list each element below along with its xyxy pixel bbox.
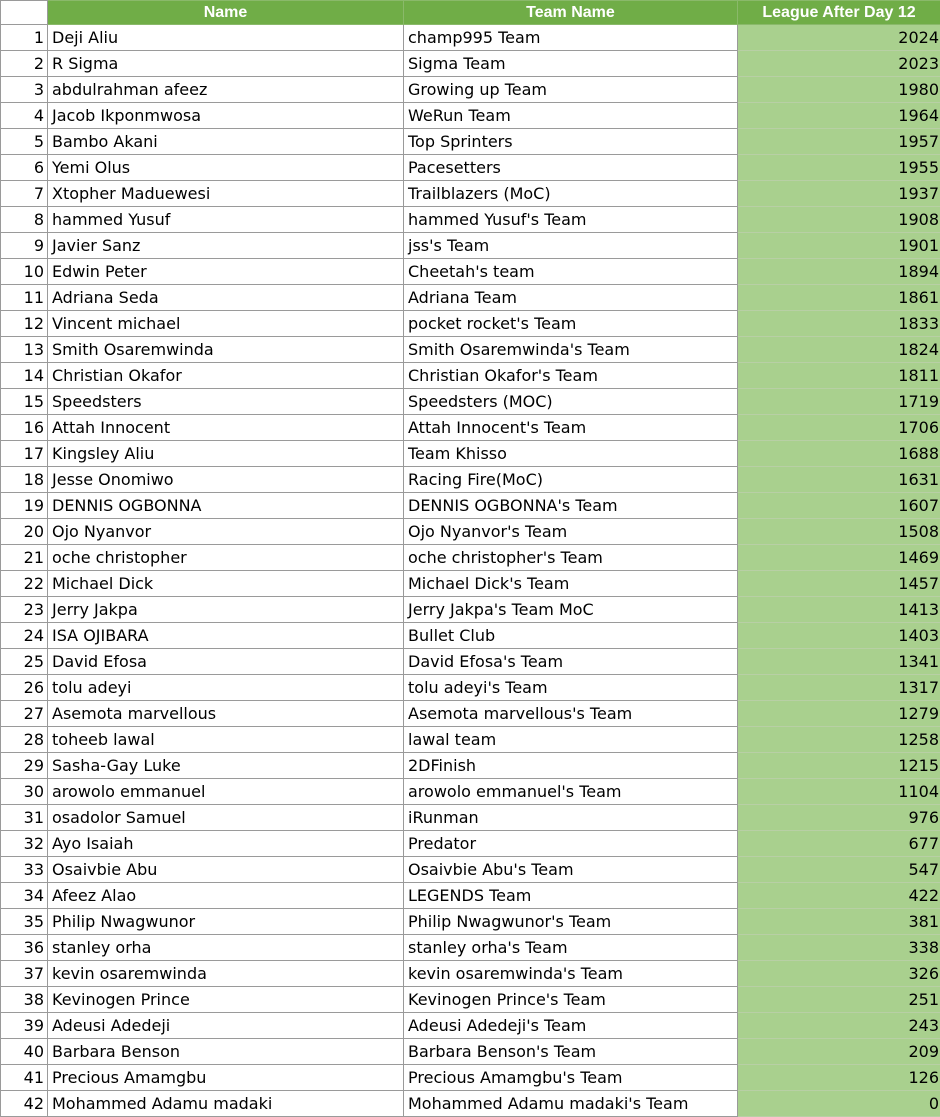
table-row	[1, 25, 940, 51]
league-score-cell[interactable]: 381	[738, 909, 940, 935]
league-score-cell[interactable]: 422	[738, 883, 940, 909]
table-row	[1, 753, 940, 779]
name-cell[interactable]: Sasha-Gay Luke	[48, 753, 404, 779]
team-name-cell[interactable]: Top Sprinters	[404, 129, 738, 155]
league-score-cell[interactable]: 1469	[738, 545, 940, 571]
name-cell[interactable]: Adeusi Adedeji	[48, 1013, 404, 1039]
team-name-cell[interactable]: Predator	[404, 831, 738, 857]
row-index-cell[interactable]: 26	[1, 675, 48, 701]
row-index-cell[interactable]: 41	[1, 1065, 48, 1091]
row-index-cell[interactable]: 9	[1, 233, 48, 259]
team-name-cell[interactable]: oche christopher's Team	[404, 545, 738, 571]
team-name-cell[interactable]: Kevinogen Prince's Team	[404, 987, 738, 1013]
name-cell[interactable]: Speedsters	[48, 389, 404, 415]
name-cell[interactable]: Philip Nwagwunor	[48, 909, 404, 935]
league-score-cell[interactable]: 976	[738, 805, 940, 831]
name-cell[interactable]: Jacob Ikponmwosa	[48, 103, 404, 129]
table-row	[1, 649, 940, 675]
name-cell[interactable]: tolu adeyi	[48, 675, 404, 701]
name-cell[interactable]: Asemota marvellous	[48, 701, 404, 727]
table-body	[1, 25, 940, 1117]
team-name-cell[interactable]: Precious Amamgbu's Team	[404, 1065, 738, 1091]
name-cell[interactable]: Ojo Nyanvor	[48, 519, 404, 545]
league-score-cell[interactable]: 2024	[738, 25, 940, 51]
table-row	[1, 987, 940, 1013]
table-row	[1, 857, 940, 883]
table-row	[1, 181, 940, 207]
league-score-cell[interactable]: 326	[738, 961, 940, 987]
row-index-cell[interactable]: 38	[1, 987, 48, 1013]
name-cell[interactable]: kevin osaremwinda	[48, 961, 404, 987]
team-name-cell[interactable]: kevin osaremwinda's Team	[404, 961, 738, 987]
row-index-cell[interactable]: 16	[1, 415, 48, 441]
name-cell[interactable]: Michael Dick	[48, 571, 404, 597]
table-row	[1, 441, 940, 467]
row-index-cell[interactable]: 21	[1, 545, 48, 571]
league-score-cell[interactable]: 1104	[738, 779, 940, 805]
team-name-cell[interactable]: Asemota marvellous's Team	[404, 701, 738, 727]
name-cell[interactable]: David Efosa	[48, 649, 404, 675]
name-cell[interactable]: stanley orha	[48, 935, 404, 961]
row-index-cell[interactable]: 37	[1, 961, 48, 987]
league-score-cell[interactable]: 1279	[738, 701, 940, 727]
row-index-cell[interactable]: 11	[1, 285, 48, 311]
league-score-cell[interactable]: 251	[738, 987, 940, 1013]
name-cell[interactable]: toheeb lawal	[48, 727, 404, 753]
row-index-cell[interactable]: 24	[1, 623, 48, 649]
team-name-cell[interactable]: Racing Fire(MoC)	[404, 467, 738, 493]
header-team-name[interactable]: Team Name	[404, 1, 738, 25]
table-row	[1, 545, 940, 571]
name-cell[interactable]: Kevinogen Prince	[48, 987, 404, 1013]
team-name-cell[interactable]: hammed Yusuf's Team	[404, 207, 738, 233]
league-score-cell[interactable]: 1908	[738, 207, 940, 233]
row-index-cell[interactable]: 17	[1, 441, 48, 467]
team-name-cell[interactable]: Barbara Benson's Team	[404, 1039, 738, 1065]
league-score-cell[interactable]: 1631	[738, 467, 940, 493]
league-score-cell[interactable]: 1258	[738, 727, 940, 753]
league-score-cell[interactable]: 1901	[738, 233, 940, 259]
team-name-cell[interactable]: Michael Dick's Team	[404, 571, 738, 597]
table-row	[1, 51, 940, 77]
team-name-cell[interactable]: Sigma Team	[404, 51, 738, 77]
team-name-cell[interactable]: Speedsters (MOC)	[404, 389, 738, 415]
league-score-cell[interactable]: 1317	[738, 675, 940, 701]
team-name-cell[interactable]: Adeusi Adedeji's Team	[404, 1013, 738, 1039]
team-name-cell[interactable]: Team Khisso	[404, 441, 738, 467]
team-name-cell[interactable]: Pacesetters	[404, 155, 738, 181]
row-index-cell[interactable]: 23	[1, 597, 48, 623]
table-row	[1, 493, 940, 519]
table-row	[1, 571, 940, 597]
league-score-cell[interactable]: 1955	[738, 155, 940, 181]
league-score-cell[interactable]: 0	[738, 1091, 940, 1117]
team-name-cell[interactable]: Trailblazers (MoC)	[404, 181, 738, 207]
league-score-cell[interactable]: 1719	[738, 389, 940, 415]
name-cell[interactable]: Javier Sanz	[48, 233, 404, 259]
name-cell[interactable]: Yemi Olus	[48, 155, 404, 181]
team-name-cell[interactable]: stanley orha's Team	[404, 935, 738, 961]
name-cell[interactable]: abdulrahman afeez	[48, 77, 404, 103]
table-row	[1, 337, 940, 363]
row-index-cell[interactable]: 27	[1, 701, 48, 727]
league-score-cell[interactable]: 1861	[738, 285, 940, 311]
league-score-cell[interactable]: 1706	[738, 415, 940, 441]
table-row	[1, 597, 940, 623]
name-cell[interactable]: Attah Innocent	[48, 415, 404, 441]
row-index-cell[interactable]: 6	[1, 155, 48, 181]
league-score-cell[interactable]: 338	[738, 935, 940, 961]
table-row	[1, 519, 940, 545]
league-score-cell[interactable]: 243	[738, 1013, 940, 1039]
table-row	[1, 909, 940, 935]
team-name-cell[interactable]: Adriana Team	[404, 285, 738, 311]
table-row	[1, 675, 940, 701]
league-score-cell[interactable]: 1457	[738, 571, 940, 597]
row-index-cell[interactable]: 19	[1, 493, 48, 519]
name-cell[interactable]: Deji Aliu	[48, 25, 404, 51]
table-row	[1, 805, 940, 831]
table-row	[1, 935, 940, 961]
league-score-cell[interactable]: 1413	[738, 597, 940, 623]
league-score-cell[interactable]: 547	[738, 857, 940, 883]
name-cell[interactable]: Jerry Jakpa	[48, 597, 404, 623]
header-league-score[interactable]: League After Day 12	[738, 1, 940, 25]
name-cell[interactable]: Barbara Benson	[48, 1039, 404, 1065]
team-name-cell[interactable]: arowolo emmanuel's Team	[404, 779, 738, 805]
league-score-cell[interactable]: 1811	[738, 363, 940, 389]
league-score-cell[interactable]: 1957	[738, 129, 940, 155]
table-row	[1, 77, 940, 103]
table-row	[1, 285, 940, 311]
table-row	[1, 1091, 940, 1117]
row-index-cell[interactable]: 18	[1, 467, 48, 493]
name-cell[interactable]: Xtopher Maduewesi	[48, 181, 404, 207]
table-row	[1, 623, 940, 649]
team-name-cell[interactable]: Attah Innocent's Team	[404, 415, 738, 441]
table-row	[1, 389, 940, 415]
row-index-cell[interactable]: 14	[1, 363, 48, 389]
row-index-cell[interactable]: 12	[1, 311, 48, 337]
name-cell[interactable]: Christian Okafor	[48, 363, 404, 389]
team-name-cell[interactable]: lawal team	[404, 727, 738, 753]
row-index-cell[interactable]: 22	[1, 571, 48, 597]
row-index-cell[interactable]: 8	[1, 207, 48, 233]
team-name-cell[interactable]: DENNIS OGBONNA's Team	[404, 493, 738, 519]
row-index-cell[interactable]: 40	[1, 1039, 48, 1065]
table-row	[1, 701, 940, 727]
name-cell[interactable]: osadolor Samuel	[48, 805, 404, 831]
team-name-cell[interactable]: Growing up Team	[404, 77, 738, 103]
row-index-cell[interactable]: 32	[1, 831, 48, 857]
table-row	[1, 363, 940, 389]
row-index-cell[interactable]: 35	[1, 909, 48, 935]
name-cell[interactable]: Mohammed Adamu madaki	[48, 1091, 404, 1117]
row-index-cell[interactable]: 2	[1, 51, 48, 77]
league-score-cell[interactable]: 677	[738, 831, 940, 857]
team-name-cell[interactable]: Smith Osaremwinda's Team	[404, 337, 738, 363]
team-name-cell[interactable]: tolu adeyi's Team	[404, 675, 738, 701]
league-score-cell[interactable]: 209	[738, 1039, 940, 1065]
name-cell[interactable]: Bambo Akani	[48, 129, 404, 155]
name-cell[interactable]: ISA OJIBARA	[48, 623, 404, 649]
league-score-cell[interactable]: 1980	[738, 77, 940, 103]
row-index-cell[interactable]: 34	[1, 883, 48, 909]
league-score-cell[interactable]: 1894	[738, 259, 940, 285]
name-cell[interactable]: Precious Amamgbu	[48, 1065, 404, 1091]
table-row	[1, 1065, 940, 1091]
table-row	[1, 1013, 940, 1039]
row-index-cell[interactable]: 7	[1, 181, 48, 207]
team-name-cell[interactable]: Cheetah's team	[404, 259, 738, 285]
row-index-cell[interactable]: 39	[1, 1013, 48, 1039]
row-index-cell[interactable]: 20	[1, 519, 48, 545]
name-cell[interactable]: Jesse Onomiwo	[48, 467, 404, 493]
league-score-cell[interactable]: 1215	[738, 753, 940, 779]
table-row	[1, 727, 940, 753]
team-name-cell[interactable]: 2DFinish	[404, 753, 738, 779]
name-cell[interactable]: arowolo emmanuel	[48, 779, 404, 805]
name-cell[interactable]: R Sigma	[48, 51, 404, 77]
team-name-cell[interactable]: LEGENDS Team	[404, 883, 738, 909]
table-row	[1, 129, 940, 155]
league-score-cell[interactable]: 1688	[738, 441, 940, 467]
team-name-cell[interactable]: jss's Team	[404, 233, 738, 259]
name-cell[interactable]: Smith Osaremwinda	[48, 337, 404, 363]
team-name-cell[interactable]: Christian Okafor's Team	[404, 363, 738, 389]
league-score-cell[interactable]: 1508	[738, 519, 940, 545]
name-cell[interactable]: hammed Yusuf	[48, 207, 404, 233]
row-index-cell[interactable]: 30	[1, 779, 48, 805]
name-cell[interactable]: Kingsley Aliu	[48, 441, 404, 467]
row-index-cell[interactable]: 4	[1, 103, 48, 129]
row-index-cell[interactable]: 33	[1, 857, 48, 883]
table-row	[1, 467, 940, 493]
name-cell[interactable]: Ayo Isaiah	[48, 831, 404, 857]
row-index-cell[interactable]: 36	[1, 935, 48, 961]
table-row	[1, 961, 940, 987]
team-name-cell[interactable]: Osaivbie Abu's Team	[404, 857, 738, 883]
league-score-cell[interactable]: 1403	[738, 623, 940, 649]
row-index-cell[interactable]: 5	[1, 129, 48, 155]
name-cell[interactable]: DENNIS OGBONNA	[48, 493, 404, 519]
row-index-cell[interactable]: 42	[1, 1091, 48, 1117]
table-row	[1, 259, 940, 285]
team-name-cell[interactable]: Mohammed Adamu madaki's Team	[404, 1091, 738, 1117]
row-index-cell[interactable]: 10	[1, 259, 48, 285]
team-name-cell[interactable]: David Efosa's Team	[404, 649, 738, 675]
team-name-cell[interactable]: Jerry Jakpa's Team MoC	[404, 597, 738, 623]
name-cell[interactable]: oche christopher	[48, 545, 404, 571]
name-cell[interactable]: Vincent michael	[48, 311, 404, 337]
league-score-cell[interactable]: 1824	[738, 337, 940, 363]
team-name-cell[interactable]: WeRun Team	[404, 103, 738, 129]
team-name-cell[interactable]: pocket rocket's Team	[404, 311, 738, 337]
table-row	[1, 1039, 940, 1065]
league-score-cell[interactable]: 1937	[738, 181, 940, 207]
name-cell[interactable]: Edwin Peter	[48, 259, 404, 285]
row-index-cell[interactable]: 28	[1, 727, 48, 753]
header-index-cell[interactable]	[1, 1, 48, 25]
row-index-cell[interactable]: 31	[1, 805, 48, 831]
table-row	[1, 233, 940, 259]
table-row	[1, 831, 940, 857]
table-row	[1, 207, 940, 233]
league-score-cell[interactable]: 2023	[738, 51, 940, 77]
table-row	[1, 103, 940, 129]
team-name-cell[interactable]: iRunman	[404, 805, 738, 831]
league-score-cell[interactable]: 1964	[738, 103, 940, 129]
team-name-cell[interactable]: Ojo Nyanvor's Team	[404, 519, 738, 545]
table-row	[1, 883, 940, 909]
table-row	[1, 779, 940, 805]
name-cell[interactable]: Adriana Seda	[48, 285, 404, 311]
name-cell[interactable]: Afeez Alao	[48, 883, 404, 909]
row-index-cell[interactable]: 13	[1, 337, 48, 363]
row-index-cell[interactable]: 3	[1, 77, 48, 103]
row-index-cell[interactable]: 29	[1, 753, 48, 779]
table-row	[1, 155, 940, 181]
table-row	[1, 415, 940, 441]
header-row	[1, 1, 940, 25]
team-name-cell[interactable]: Philip Nwagwunor's Team	[404, 909, 738, 935]
league-score-cell[interactable]: 126	[738, 1065, 940, 1091]
table-row	[1, 311, 940, 337]
league-score-cell[interactable]: 1341	[738, 649, 940, 675]
row-index-cell[interactable]: 1	[1, 25, 48, 51]
header-name[interactable]: Name	[48, 1, 404, 25]
row-index-cell[interactable]: 15	[1, 389, 48, 415]
name-cell[interactable]: Osaivbie Abu	[48, 857, 404, 883]
row-index-cell[interactable]: 25	[1, 649, 48, 675]
team-name-cell[interactable]: champ995 Team	[404, 25, 738, 51]
team-name-cell[interactable]: Bullet Club	[404, 623, 738, 649]
league-score-cell[interactable]: 1607	[738, 493, 940, 519]
league-score-cell[interactable]: 1833	[738, 311, 940, 337]
